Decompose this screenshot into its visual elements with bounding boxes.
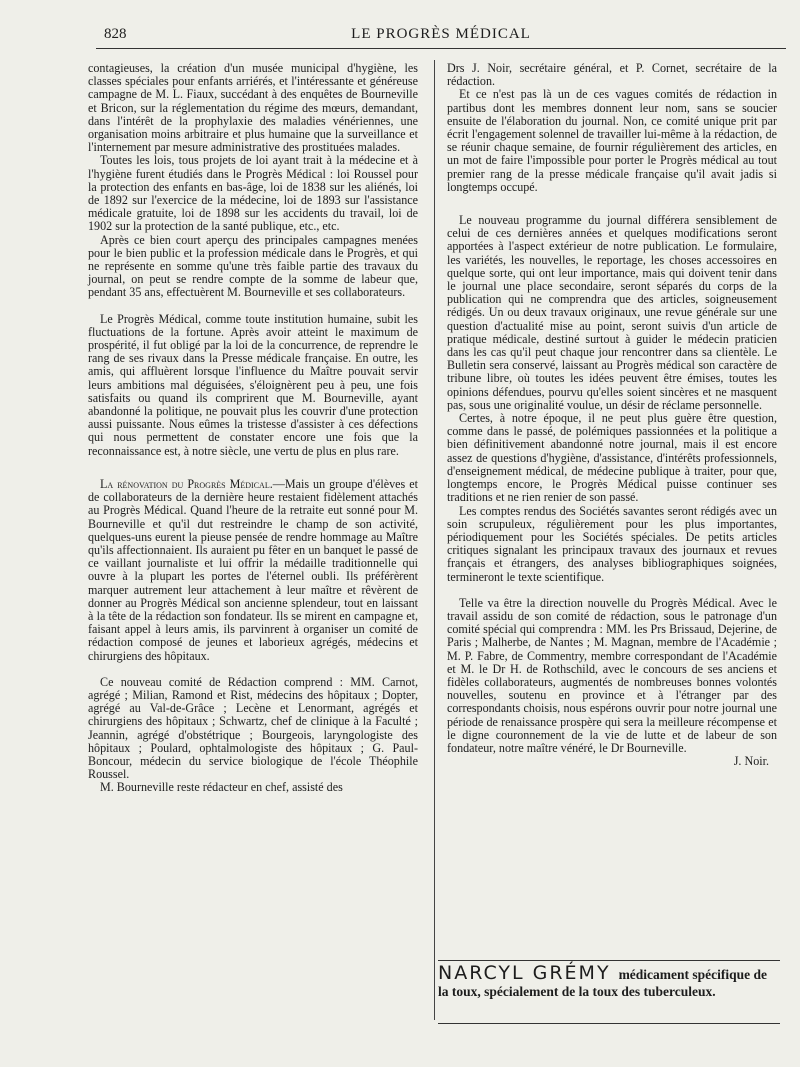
ad-brand: NARCYL GRÉMY bbox=[438, 962, 611, 984]
section-text: —Mais un groupe d'élèves et de collaborateurs de la dernière heure restaient fidèlement attachés au Progrès Médical. Quand l'heure de la retraite eut sonné pour M. Bourneville et qu'il dut restreindre le champ de son activité, quelques-uns eurent la pieuse pensée de rendre hommage au Maître qu'ils affectionnaient. Ils auraient pu fêter en un banquet le passé de ce vaillant journaliste et lui offrir la médaille traditionnelle qui ouvre à la plupart les portes de l'éternel oubli. Ils préférèrent marquer autrement leur attachement à leur maître et rêvèrent de donner au Progrès Médical son ancienne splendeur, tout en laissant à la tête de la rédaction son fondateur. Ils se mirent en campagne et, faisant appel à leurs amis, ils parvinrent à organiser un comité de rédaction composé de jeunes et laborieux agrégés, médecins et chirurgiens des hôpitaux. bbox=[88, 476, 418, 663]
paragraph: Ce nouveau comité de Rédaction comprend : MM. Carnot, agrégé ; Milian, Ramond et Rist, médecins des hôpitaux ; Dopter, agrégé au Val-de-Grâce ; Lecène et Lenormant, agrégés et chirurgiens des hôpitaux ; Schwartz, chef de clinique à la Faculté ; Jeannin, agrégé d'obstétrique ; Bourgeois, laryngologiste des hôpitaux ; Poulard, ophtalmologiste des hôpitaux ; G. Paul-Boncour, médecin du service biologique de l'école Théophile Roussel. bbox=[88, 674, 418, 782]
paragraph: Certes, à notre époque, il ne peut plus guère être question, comme dans le passé, de polémiques passionnées et la politique a bien définitivement abandonné notre journal, mais il est encore assez de questions d'hygiène, d'assistance, d'intérêts professionnels, d'enseignement médical, de médecine publique à traiter, pour que, longtemps encore, le Progrès Médical puisse continuer ses traditions et ne rien renier de son passé. bbox=[447, 411, 777, 505]
paragraph: Les comptes rendus des Sociétés savantes seront rédigés avec un soin scrupuleux, régulièrement pour les plus importantes, périodiquement pour les Sociétés spéciales. De petits articles critiques signalant les principaux travaux des journaux et revues français et étrangers, des analyses bibliographiques soignées, termineront le texte scientifique. bbox=[447, 503, 777, 584]
page-header bbox=[96, 26, 786, 49]
paragraph: Le nouveau programme du journal différera sensiblement de celui de ces dernières années et quelques modifications seront apportées à l'aspect extérieur de notre publication. Le formulaire, les variétés, les nouvelles, le reportage, les choses accessoires en quelque sorte, qui ont leur importance, mais qui doivent tenir dans le journal une place secondaire, seront séparés du corps de la publication qui ne comprendra que des articles, soigneusement rédigés. Un ou deux travaux originaux, une revue générale sur une question d'actualité mise au point, seront suivis d'un article de pratique médicale, destiné surtout à guider le médecin praticien dans les cas qu'il peut chaque jour rencontrer dans sa clientèle. Le Bulletin sera conservé, laissant au Progrès médical son caractère de tribune libre, où toutes les idées peuvent être émises, toutes les opinions défendues, pourvu qu'elles soient sincères et ne masquent pas, sous une originalité voulue, un désir de réclame personnelle. bbox=[447, 213, 777, 412]
running-title: LE PROGRÈS MÉDICAL bbox=[351, 26, 531, 42]
signature: J. Noir. bbox=[733, 754, 769, 769]
paragraph: Telle va être la direction nouvelle du Progrès Médical. Avec le travail assidu de son comité de rédaction, sous le patronage d'un comité spécial qui comprendra : MM. les Prs Brissaud, Dejerine, de Paris ; Malherbe, de Nantes ; M. Magnan, membre de l'Académie ; M. P. Fabre, de Commentry, membre correspondant de l'Académie et M. le Dr H. de Rothschild, avec le concours de ses anciens et fidèles collaborateurs, augmentés de nombreuses bonnes volontés nouvelles, soutenu en province et à l'étranger par des correspondants choisis, nous espérons ouvrir pour notre journal une période de renaissance prospère qui sera la meilleure récompense et le digne couronnement de la vie de lutte et de labeur de son fondateur, notre maître vénéré, le Dr Bourneville. bbox=[447, 595, 777, 755]
right-column bbox=[447, 62, 777, 768]
paragraph: Et ce n'est pas là un de ces vagues comités de rédaction in partibus dont les membres donnent leur nom, sans se soucier ensuite de l'élaboration du journal. Non, ce comité unique prit par écrit l'engagement solennel de travailler lui-même à la rédaction, de se réunir chaque semaine, de fournir régulièrement des articles, en un mot de faire l'impossible pour porter le Progrès médical au tout premier rang de la presse médicale française qu'il avait jadis si longtemps occupé. bbox=[447, 87, 777, 194]
paragraph: M. Bourneville reste rédacteur en chef, assisté des bbox=[100, 780, 343, 795]
section-heading: La rénovation du Progrès Médical. bbox=[100, 476, 273, 491]
advertisement bbox=[438, 960, 780, 1024]
paragraph: Après ce bien court aperçu des principales campagnes menées pour le bien public et la profession médicale dans le Progrès, et qui ne représente en somme qu'une très faible partie des travaux du journal, on peut se rendre compte de la somme de labeur que, pendant 35 ans, effectuèrent M. Bourneville et ses collaborateurs. bbox=[88, 232, 418, 300]
section-paragraph bbox=[88, 478, 418, 663]
paragraph: Le Progrès Médical, comme toute institution humaine, subit les fluctuations de la fortune. Après avoir atteint le maximum de prospérité, il fut obligé par la loi de la concurrence, de reprendre le rang de ses rivaux dans la Presse médicale française. En outre, les amis, qui affluèrent lorsque l'influence du Maître pouvait servir leurs ambitions mal déguisées, s'éloignèrent peu à peu, une fois satisfaits ou quand ils comprirent que M. Bourneville, ayant abandonné la politique, ne pouvait plus les couvrir d'une protection aussi puissante. Nous eûmes la tristesse d'assister à ces défections qui nous permettent de constater encore une fois que la reconnaissance est, à notre siècle, une vertu de plus en plus rare. bbox=[88, 311, 418, 458]
left-column bbox=[88, 62, 418, 795]
paragraph: Drs J. Noir, secrétaire général, et P. Cornet, secrétaire de la rédaction. bbox=[447, 61, 777, 89]
ad-text: médicament spécifique de la toux, spécialement de la toux des tuberculeux. bbox=[438, 967, 768, 999]
page-number: 828 bbox=[104, 26, 127, 42]
column-rule bbox=[434, 60, 435, 1020]
paragraph: Toutes les lois, tous projets de loi ayant trait à la médecine et à l'hygiène furent étudiés dans le Progrès Médical : loi Roussel pour la protection des enfants en bas-âge, loi de 1838 sur les aliénés, loi de 1892 sur l'exercice de la médecine, loi de 1893 sur l'assistance médicale gratuite, loi de 1898 sur les accidents du travail, loi de 1902 sur la protection de la santé publique, etc., etc. bbox=[88, 153, 418, 234]
paragraph: contagieuses, la création d'un musée municipal d'hygiène, les classes spéciales pour enfants arriérés, et l'intéressante et généreuse campagne de M. L. Fiaux, succédant à des enquêtes de Bourneville et Bricon, sur la réglementation du régime des mœurs, demandant, dans l'intérêt de la prophylaxie des maladies vénériennes, une organisation moins arbitraire et plus humaine que la surveillance et l'internement par mesure administrative des prostituées malades. bbox=[88, 61, 418, 155]
